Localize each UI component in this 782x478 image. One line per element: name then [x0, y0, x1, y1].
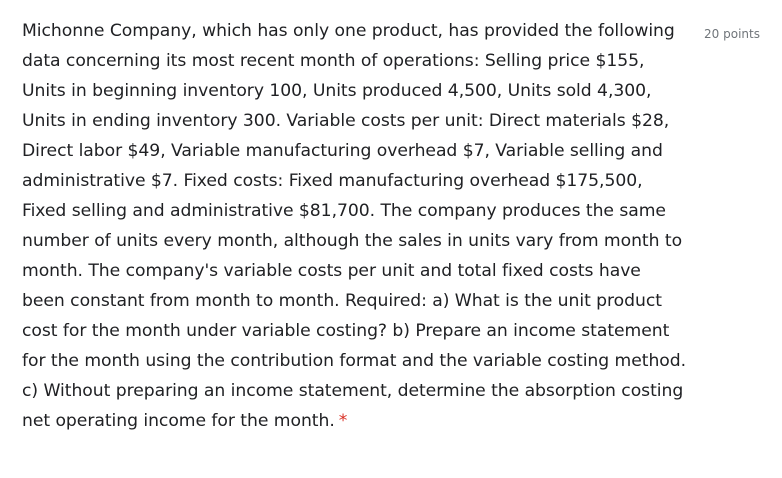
question-body: Michonne Company, which has only one product, has provided the following data concerning its most recent month of operations: Selling price $155, Units in beginning inventory 100, Units produced 4,500, Units sold 4,300, Units in ending inventory 300. Variable costs per unit: Direct materials $28, Direct labor $49, Variable manufacturing overhead $7, Variable selling and administrative $7. Fixed costs: Fixed manufacturing overhead $175,500, Fixed selling and administrative $81,700. The company produces the same number of units every month, although the sales in units vary from month to month. The company's variable costs per unit and total fixed costs have been constant from month to month. Required: a) What is the unit product cost for the month under variable costing? b) Prepare an income statement for the month using the contribution format and the variable costing method. c) Without preparing an income statement, determine the absorption costing net operating income for the month. — [22, 21, 687, 431]
required-asterisk: * — [338, 411, 348, 431]
points-label: 20 points — [704, 27, 760, 41]
question-text — [22, 16, 688, 436]
